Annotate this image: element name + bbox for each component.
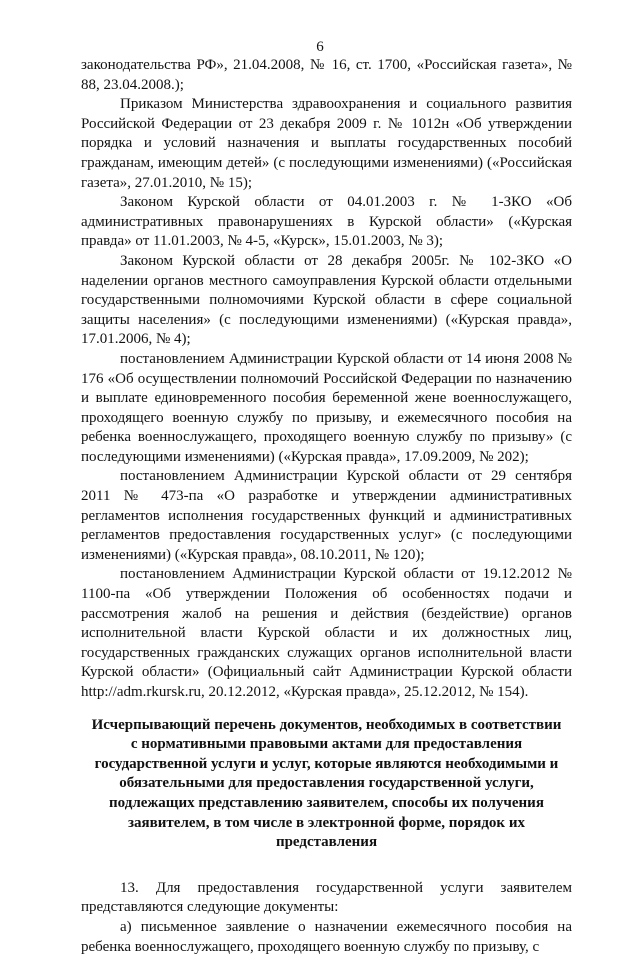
document-body xyxy=(81,56,572,957)
clause-13-item-a: а) письменное заявление о назначении ежемесячного пособия на ребенка военнослужащего, проходящего военную службу по призыву, с xyxy=(81,918,572,955)
paragraph-resolution-176: постановлением Администрации Курской области от 14 июня 2008 № 176 «Об осуществлении полномочий Российской Федерации по назначению и выплате единовременного пособия беременной жене военнослужащего, проходящего военную службу по призыву, и ежемесячного пособия на ребенка военнослужащего, проходящего военную службу по призыву» (с последующими изменениями) («Курская правда», 17.09.2009, № 202); xyxy=(81,350,572,465)
paragraph-continuation: законодательства РФ», 21.04.2008, № 16, ст. 1700, «Российская газета», № 88, 23.04.2008.); xyxy=(81,57,572,93)
page-number: 6 xyxy=(316,39,324,55)
paragraph-resolution-1100: постановлением Администрации Курской области от 19.12.2012 № 1100-па «Об утверждении Положения об особенностях подачи и рассмотрения жалоб на решения и действия (бездействие) органов исполнительной власти Курской области и их должностных лиц, государственных гражданских служащих органов исполнительной власти Курской области» (Официальный сайт Администрации Курской области http://adm.rkursk.ru, 20.12.2012, «Курская правда», 25.12.2012, № 154). xyxy=(81,566,572,700)
paragraph-law-102-zko: Законом Курской области от 28 декабря 2005г. № 102-ЗКО «О наделении органов местного самоуправления Курской области отдельными государственными полномочиями Курской области в сфере социальной защиты населения» (с последующими изменениями) («Курская правда», 17.01.2006, № 4); xyxy=(81,252,572,348)
paragraph-order-1012n: Приказом Министерства здравоохранения и социального развития Российской Федерации от 23 декабря 2009 г. № 1012н «Об утверждении порядка и условий назначения и выплаты государственных пособий гражданам, имеющим детей» (с последующими изменениями) («Российская газета», 27.01.2010, № 15); xyxy=(81,96,572,191)
section-heading: Исчерпывающий перечень документов, необходимых в соответствии с нормативными правовыми актами для предоставления государственной услуги и услуг, которые являются необходимыми и обязательными для предоставления государственной услуги, подлежащих представлению заявителем, способы их получения заявителем, в том числе в электронной форме, порядок их представления xyxy=(91,716,562,851)
clause-13: 13. Для предоставления государственной услуги заявителем представляются следующие документы: xyxy=(81,879,572,916)
paragraph-law-1-zko: Законом Курской области от 04.01.2003 г. № 1-ЗКО «Об административных правонарушениях в Курской области» («Курская правда» от 11.01.2003, № 4-5, «Курск», 15.01.2003, № 3); xyxy=(81,194,572,250)
paragraph-resolution-473: постановлением Администрации Курской области от 29 сентября 2011 № 473-па «О разработке и утверждении административных регламентов исполнения государственных функций и административных регламентов предоставления государственных услуг» (с последующими изменениями) («Курская правда», 08.10.2011, № 120); xyxy=(81,468,572,563)
